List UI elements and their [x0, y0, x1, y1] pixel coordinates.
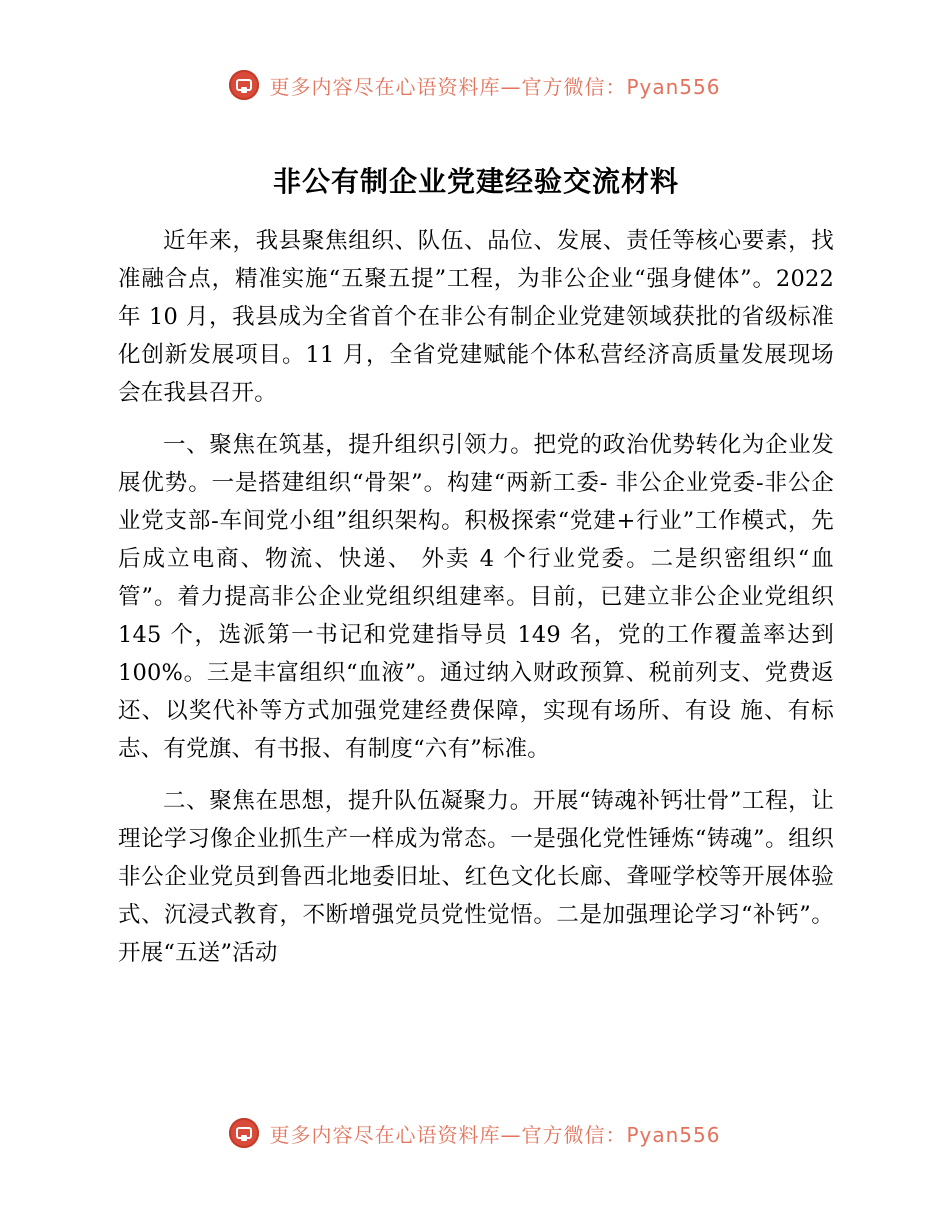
- watermark-text: 更多内容尽在心语资料库—官方微信：Pyan556: [269, 1122, 721, 1147]
- watermark-banner-bottom: [0, 1118, 950, 1148]
- mail-envelope-icon: [229, 70, 259, 100]
- paragraph-2: 一、聚焦在筑基，提升组织引领力。把党的政治优势转化为企业发展优势。一是搭建组织“骨架”。构建“两新工委- 非公企业党委-非公企业党支部-车间党小组”组织架构。积极探索“党建+行业”工作模式，先后成立电商、物流、快递、 外卖 4 个行业党委。二是织密组织“血管”。着力提高非公企业党组织组建率。目前，已建立非公企业党组织 145 个，选派第一书记和党建指导员 149 名，党的工作覆盖率达到 100%。三是丰富组织“血液”。通过纳入财政预算、税前列支、党费返还、以奖代补等方式加强党建经费保障，实现有场所、有设 施、有标志、有党旗、有书报、有制度“六有”标准。: [118, 432, 834, 762]
- watermark-text: 更多内容尽在心语资料库—官方微信：Pyan556: [269, 74, 721, 99]
- paragraph-1: 近年来，我县聚焦组织、队伍、品位、发展、责任等核心要素，找准融合点，精准实施“五聚五提”工程，为非公企业“强身健体”。2022 年 10 月，我县成为全省首个在非公有制企业党建领域获批的省级标准化创新发展项目。11 月，全省党建赋能个体私营经济高质量发展现场会在我县召开。: [118, 228, 834, 406]
- mail-envelope-icon: [229, 1118, 259, 1148]
- page-title: 非公有制企业党建经验交流材料: [272, 165, 679, 198]
- document-body: [118, 160, 834, 986]
- watermark-banner-top: [0, 70, 950, 100]
- paragraph-3: 二、聚焦在思想，提升队伍凝聚力。开展“铸魂补钙壮骨”工程，让理论学习像企业抓生产一样成为常态。一是强化党性锤炼“铸魂”。组织非公企业党员到鲁西北地委旧址、红色文化长廊、聋哑学校等开展体验式、沉浸式教育，不断增强党员党性觉悟。二是加强理论学习“补钙”。开展“五送”活动: [118, 788, 834, 966]
